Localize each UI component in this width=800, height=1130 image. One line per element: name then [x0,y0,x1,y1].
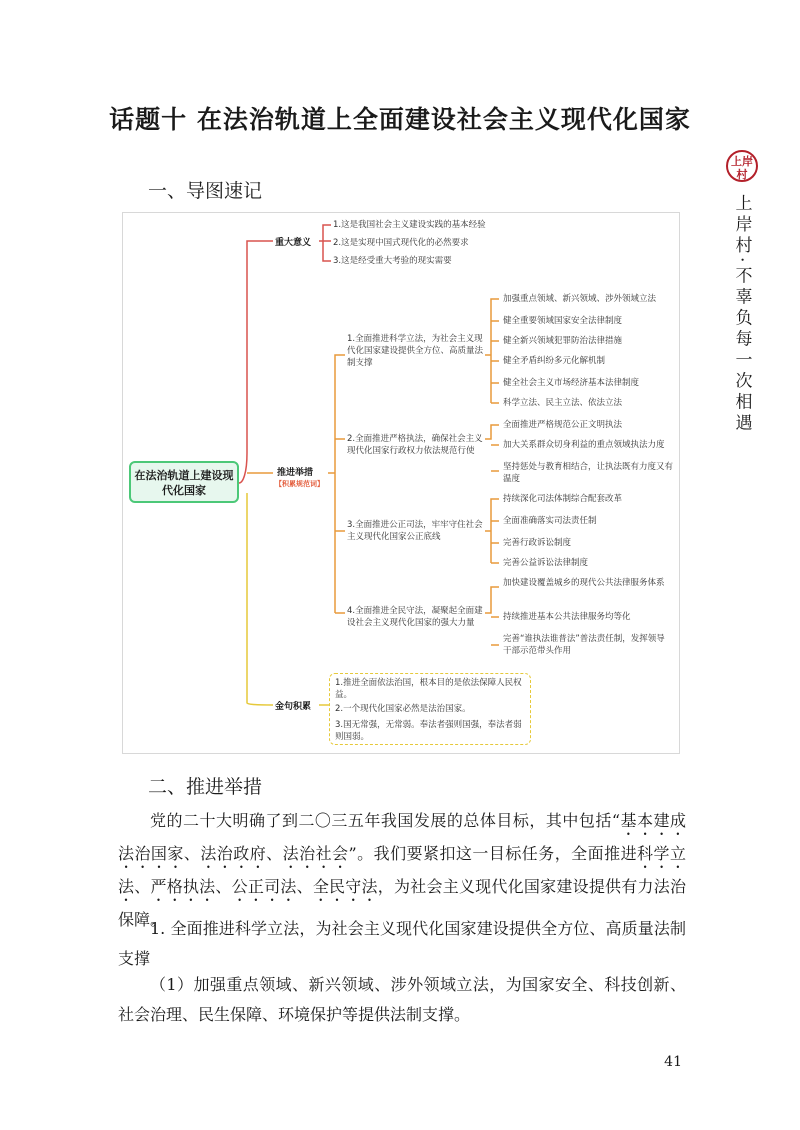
mind-map-root: 在法治轨道上建设现代化国家 [129,461,239,503]
measure-2-item: 加大关系群众切身利益的重点领域执法力度 [503,440,665,450]
section-heading-mindmap: 一、导图速记 [148,180,263,202]
measure-1-item: 健全新兴领域犯罪防治法律措施 [503,336,623,346]
paragraph-intro-part: ”。我们要紧扣这一目标任务，全面推进 [348,844,638,863]
significance-item: 2.这是实现中国式现代化的必然要求 [333,238,469,248]
measure-2-item: 全面推进严格规范公正文明执法 [503,420,623,430]
quote-item: 2.一个现代化国家必然是法治国家。 [335,704,471,714]
paragraph-measure-1: 1. 全面推进科学立法，为社会主义现代化国家建设提供全方位、高质量法制支撑 [118,919,686,968]
brand-sidebar [718,150,766,435]
measure-3-item: 完善公益诉讼法律制度 [503,558,589,568]
branch-quotes: 金句积累 [275,702,312,712]
significance-item: 3.这是经受重大考验的现实需要 [333,256,452,266]
paragraph-intro-part: 党的二十大明确了到二〇三五年我国发展的总体目标，其中包括“ [150,811,621,830]
branch-measures-tag: 【积累规范词】 [275,480,324,488]
measure-4: 4.全面推进全民守法，凝聚起全面建设社会主义现代化国家的强大力量 [347,606,483,628]
measure-4-item: 持续推进基本公共法律服务均等化 [503,612,631,622]
mind-map [122,212,680,754]
brand-logo: 上岸村 [726,150,758,182]
brand-slogan: 上岸村·不辜负每一次相遇 [731,194,752,435]
measure-3: 3.全面推进公正司法，牢牢守住社会主义现代化国家公正底线 [347,520,483,542]
measure-1-item: 健全社会主义市场经济基本法律制度 [503,378,640,388]
significance-item: 1.这是我国社会主义建设实践的基本经验 [333,220,486,230]
measure-3-item: 全面准确落实司法责任制 [503,516,597,526]
measure-1-item: 健全矛盾纠纷多元化解机制 [503,356,606,366]
measure-3-item: 持续深化司法体制综合配套改革 [503,494,623,504]
quote-item: 3.国无常强，无常弱。奉法者强则国强，奉法者弱则国弱。 [335,720,522,742]
paragraph-measure-1-1: （1）加强重点领域、新兴领域、涉外领域立法，为国家安全、科技创新、社会治理、民生保障、环境保护等提供法制支撑。 [118,975,686,1024]
emphasized-measures: 科学立法、严格执法、公正司法、全民守法 [118,844,686,896]
measure-3-item: 完善行政诉讼制度 [503,538,572,548]
measure-2: 2.全面推进严格执法，确保社会主义现代化国家行政权力依法规范行使 [347,434,483,456]
page-number: 41 [664,1054,682,1070]
measure-4-item: 完善“谁执法谁普法”普法责任制，发挥领导干部示范带头作用 [503,634,665,656]
branch-significance: 重大意义 [275,238,312,248]
emphasized-goal: 基本建成法治国家、法治政府、法治社会 [118,811,686,863]
measure-1: 1.全面推进科学立法，为社会主义现代化国家建设提供全方位、高质量法制支撑 [347,334,484,368]
measure-1-item: 科学立法、民主立法、依法立法 [503,398,623,408]
section-heading-measures: 二、推进举措 [148,776,263,798]
branch-measures: 推进举措 [277,468,314,478]
measure-2-item: 坚持惩处与教育相结合，让执法既有力度又有温度 [503,462,674,484]
measure-1-item: 健全重要领域国家安全法律制度 [503,316,623,326]
page-title: 话题十 在法治轨道上全面建设社会主义现代化国家 [109,105,691,134]
measure-1-item: 加强重点领域、新兴领域、涉外领域立法 [503,294,657,304]
paragraph-intro-part: ，为社会主义现代化国家建设提供有力法治保障。 [118,877,686,929]
measure-4-item: 加快建设覆盖城乡的现代公共法律服务体系 [503,578,665,588]
quote-item: 1.推进全面依法治国，根本目的是依法保障人民权益。 [335,678,522,700]
